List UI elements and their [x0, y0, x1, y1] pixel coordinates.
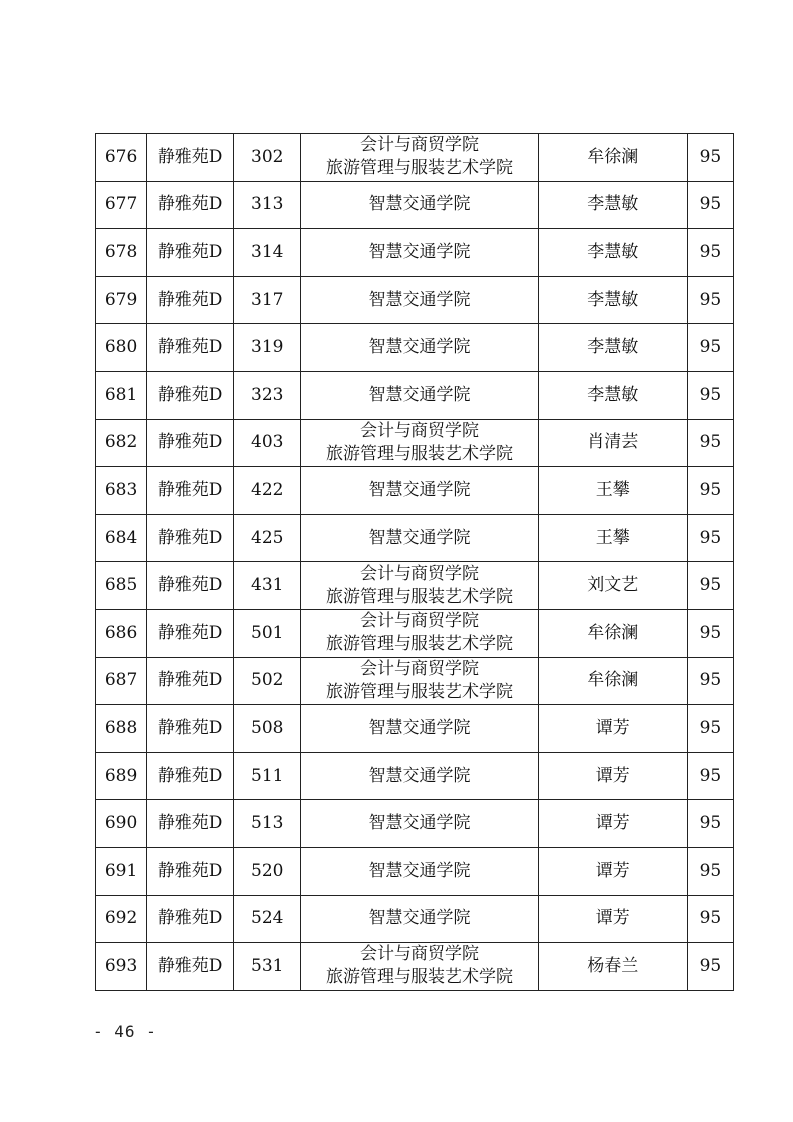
college-line: 旅游管理与服装艺术学院 [325, 967, 513, 988]
college-cell [301, 229, 538, 277]
college-line: 旅游管理与服装艺术学院 [325, 158, 513, 179]
room-cell: 531 [234, 943, 301, 991]
college-line: 智慧交通学院 [368, 813, 471, 834]
room-cell: 422 [234, 467, 301, 515]
row-number-cell: 690 [96, 800, 147, 848]
college-line: 智慧交通学院 [368, 908, 471, 929]
table-row [96, 419, 734, 467]
score-cell: 95 [687, 181, 733, 229]
row-number-cell: 687 [96, 657, 147, 705]
table-row [96, 467, 734, 515]
college-line: 会计与商贸学院 [359, 611, 479, 632]
college-line: 智慧交通学院 [368, 860, 471, 881]
college-cell [301, 134, 538, 182]
manager-name-cell: 肖清芸 [538, 419, 687, 467]
building-cell: 静雅苑D [147, 609, 234, 657]
building-cell: 静雅苑D [147, 181, 234, 229]
score-cell: 95 [687, 657, 733, 705]
room-cell: 323 [234, 371, 301, 419]
room-cell: 511 [234, 752, 301, 800]
row-number-cell: 688 [96, 705, 147, 753]
room-cell: 317 [234, 276, 301, 324]
building-cell: 静雅苑D [147, 229, 234, 277]
table-row [96, 609, 734, 657]
college-line: 会计与商贸学院 [359, 135, 479, 156]
table-row [96, 514, 734, 562]
score-cell: 95 [687, 752, 733, 800]
manager-name-cell: 杨春兰 [538, 943, 687, 991]
college-line: 智慧交通学院 [368, 241, 471, 262]
table-row [96, 181, 734, 229]
college-line: 智慧交通学院 [368, 479, 471, 500]
table-row [96, 895, 734, 943]
building-cell: 静雅苑D [147, 419, 234, 467]
manager-name-cell: 李慧敏 [538, 181, 687, 229]
row-number-cell: 686 [96, 609, 147, 657]
college-line: 智慧交通学院 [368, 765, 471, 786]
score-cell: 95 [687, 943, 733, 991]
college-line: 会计与商贸学院 [359, 658, 479, 679]
college-cell [301, 705, 538, 753]
building-cell: 静雅苑D [147, 657, 234, 705]
score-cell: 95 [687, 705, 733, 753]
building-cell: 静雅苑D [147, 895, 234, 943]
score-cell: 95 [687, 847, 733, 895]
building-cell: 静雅苑D [147, 467, 234, 515]
score-cell: 95 [687, 800, 733, 848]
row-number-cell: 677 [96, 181, 147, 229]
building-cell: 静雅苑D [147, 705, 234, 753]
college-line: 会计与商贸学院 [359, 944, 479, 965]
room-cell: 314 [234, 229, 301, 277]
room-cell: 502 [234, 657, 301, 705]
room-cell: 302 [234, 134, 301, 182]
building-cell: 静雅苑D [147, 134, 234, 182]
college-cell [301, 752, 538, 800]
manager-name-cell: 谭芳 [538, 847, 687, 895]
building-cell: 静雅苑D [147, 562, 234, 610]
building-cell: 静雅苑D [147, 324, 234, 372]
manager-name-cell: 谭芳 [538, 895, 687, 943]
table-row [96, 705, 734, 753]
score-cell: 95 [687, 276, 733, 324]
table-row [96, 943, 734, 991]
room-cell: 403 [234, 419, 301, 467]
score-cell: 95 [687, 609, 733, 657]
table-row [96, 800, 734, 848]
college-cell [301, 276, 538, 324]
score-cell: 95 [687, 324, 733, 372]
manager-name-cell: 刘文艺 [538, 562, 687, 610]
row-number-cell: 685 [96, 562, 147, 610]
college-cell [301, 419, 538, 467]
building-cell: 静雅苑D [147, 752, 234, 800]
row-number-cell: 689 [96, 752, 147, 800]
room-cell: 501 [234, 609, 301, 657]
building-cell: 静雅苑D [147, 800, 234, 848]
college-line: 旅游管理与服装艺术学院 [325, 443, 513, 464]
row-number-cell: 680 [96, 324, 147, 372]
college-line: 会计与商贸学院 [359, 420, 479, 441]
college-cell [301, 943, 538, 991]
dormitory-score-table [95, 133, 734, 991]
room-cell: 520 [234, 847, 301, 895]
manager-name-cell: 谭芳 [538, 705, 687, 753]
row-number-cell: 684 [96, 514, 147, 562]
score-cell: 95 [687, 419, 733, 467]
table-body [96, 134, 734, 991]
building-cell: 静雅苑D [147, 276, 234, 324]
manager-name-cell: 李慧敏 [538, 371, 687, 419]
table-row [96, 324, 734, 372]
table-row [96, 657, 734, 705]
row-number-cell: 679 [96, 276, 147, 324]
room-cell: 313 [234, 181, 301, 229]
college-line: 智慧交通学院 [368, 194, 471, 215]
table-row [96, 847, 734, 895]
row-number-cell: 682 [96, 419, 147, 467]
row-number-cell: 693 [96, 943, 147, 991]
table-row [96, 371, 734, 419]
college-cell [301, 181, 538, 229]
college-line: 旅游管理与服装艺术学院 [325, 681, 513, 702]
manager-name-cell: 牟徐澜 [538, 657, 687, 705]
college-cell [301, 467, 538, 515]
college-line: 智慧交通学院 [368, 527, 471, 548]
manager-name-cell: 王攀 [538, 467, 687, 515]
college-line: 智慧交通学院 [368, 289, 471, 310]
college-cell [301, 371, 538, 419]
manager-name-cell: 王攀 [538, 514, 687, 562]
building-cell: 静雅苑D [147, 514, 234, 562]
score-cell: 95 [687, 895, 733, 943]
room-cell: 425 [234, 514, 301, 562]
room-cell: 431 [234, 562, 301, 610]
manager-name-cell: 谭芳 [538, 752, 687, 800]
score-cell: 95 [687, 371, 733, 419]
table-row [96, 229, 734, 277]
row-number-cell: 681 [96, 371, 147, 419]
college-cell [301, 514, 538, 562]
college-cell [301, 847, 538, 895]
row-number-cell: 678 [96, 229, 147, 277]
manager-name-cell: 李慧敏 [538, 229, 687, 277]
score-cell: 95 [687, 514, 733, 562]
college-cell [301, 800, 538, 848]
building-cell: 静雅苑D [147, 943, 234, 991]
college-cell [301, 657, 538, 705]
room-cell: 524 [234, 895, 301, 943]
college-line: 智慧交通学院 [368, 717, 471, 738]
college-line: 会计与商贸学院 [359, 563, 479, 584]
row-number-cell: 692 [96, 895, 147, 943]
score-cell: 95 [687, 467, 733, 515]
row-number-cell: 691 [96, 847, 147, 895]
row-number-cell: 683 [96, 467, 147, 515]
manager-name-cell: 李慧敏 [538, 276, 687, 324]
college-cell [301, 562, 538, 610]
row-number-cell: 676 [96, 134, 147, 182]
college-cell [301, 895, 538, 943]
table-row [96, 562, 734, 610]
score-cell: 95 [687, 134, 733, 182]
college-line: 智慧交通学院 [368, 384, 471, 405]
manager-name-cell: 牟徐澜 [538, 609, 687, 657]
table-row [96, 276, 734, 324]
room-cell: 508 [234, 705, 301, 753]
college-line: 旅游管理与服装艺术学院 [325, 586, 513, 607]
table-row [96, 134, 734, 182]
college-line: 智慧交通学院 [368, 337, 471, 358]
building-cell: 静雅苑D [147, 371, 234, 419]
building-cell: 静雅苑D [147, 847, 234, 895]
manager-name-cell: 李慧敏 [538, 324, 687, 372]
manager-name-cell: 牟徐澜 [538, 134, 687, 182]
room-cell: 319 [234, 324, 301, 372]
score-cell: 95 [687, 229, 733, 277]
manager-name-cell: 谭芳 [538, 800, 687, 848]
college-cell [301, 324, 538, 372]
college-line: 旅游管理与服装艺术学院 [325, 634, 513, 655]
score-cell: 95 [687, 562, 733, 610]
room-cell: 513 [234, 800, 301, 848]
table-row [96, 752, 734, 800]
college-cell [301, 609, 538, 657]
page-number: - 46 - [93, 1022, 157, 1041]
